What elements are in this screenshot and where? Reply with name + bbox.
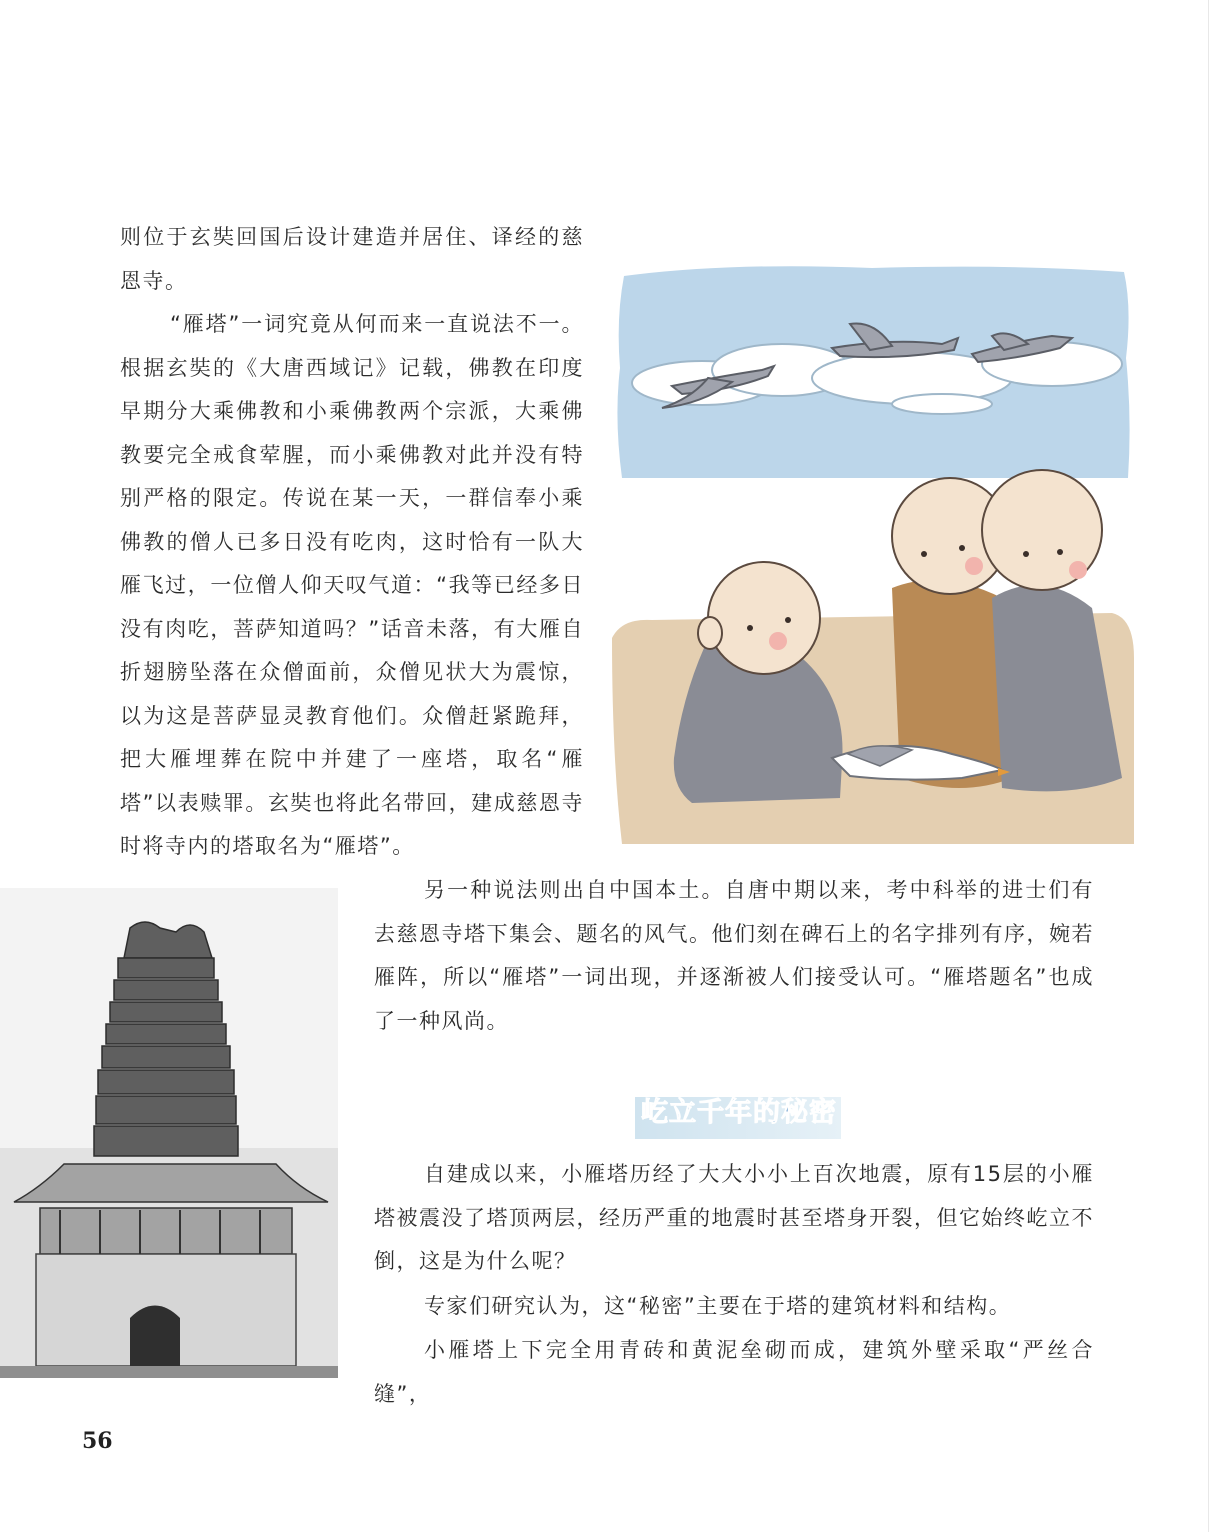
pagoda-photo <box>0 888 338 1378</box>
monks-and-geese-illustration <box>612 258 1134 844</box>
paragraph-legend: “雁塔”一词究竟从何而来一直说法不一。根据玄奘的《大唐西域记》记载，佛教在印度早期分大乘佛教和小乘佛教两个宗派，大乘佛教要完全戒食荤腥，而小乘佛教对此并没有特别严格的限定。传说在某一天，一群信奉小乘佛教的僧人已多日没有吃肉，这时恰有一队大雁飞过，一位僧人仰天叹气道：“我等已经多日没有肉吃，菩萨知道吗？”话音未落，有大雁自折翅膀坠落在众僧面前，众僧见状大为震惊，以为这是菩萨显灵教育他们。众僧赶紧跪拜，把大雁埋葬在院中并建了一座塔，取名“雁塔”以表赎罪。玄奘也将此名带回，建成慈恩寺时将寺内的塔取名为“雁塔”。 <box>120 312 584 858</box>
paragraph-experts: 专家们研究认为，这“秘密”主要在于塔的建筑材料和结构。 <box>424 1294 1012 1318</box>
paragraph-intro: 则位于玄奘回国后设计建造并居住、译经的慈恩寺。 <box>120 225 584 293</box>
paragraph-earthquakes: 自建成以来，小雁塔历经了大大小小上百次地震，原有15层的小雁塔被震没了塔顶两层，经历严重的地震时甚至塔身开裂，但它始终屹立不倒，这是为什么呢？ <box>374 1162 1094 1273</box>
page-edge-divider <box>1208 0 1209 1532</box>
paragraph-materials: 小雁塔上下完全用青砖和黄泥垒砌而成，建筑外壁采取“严丝合缝”， <box>374 1338 1094 1406</box>
page-number: 56 <box>82 1428 113 1454</box>
section-heading <box>635 1091 841 1139</box>
monk-left <box>674 562 843 803</box>
paragraph-alternative-origin: 另一种说法则出自中国本土。自唐中期以来，考中科举的进士们有去慈恩寺塔下集会、题名的风气。他们刻在碑石上的名字排列有序，婉若雁阵，所以“雁塔”一词出现，并逐渐被人们接受认可。“雁塔题名”也成了一种风尚。 <box>374 878 1094 1033</box>
section-heading-text: 屹立千年的秘密 <box>641 1097 837 1128</box>
